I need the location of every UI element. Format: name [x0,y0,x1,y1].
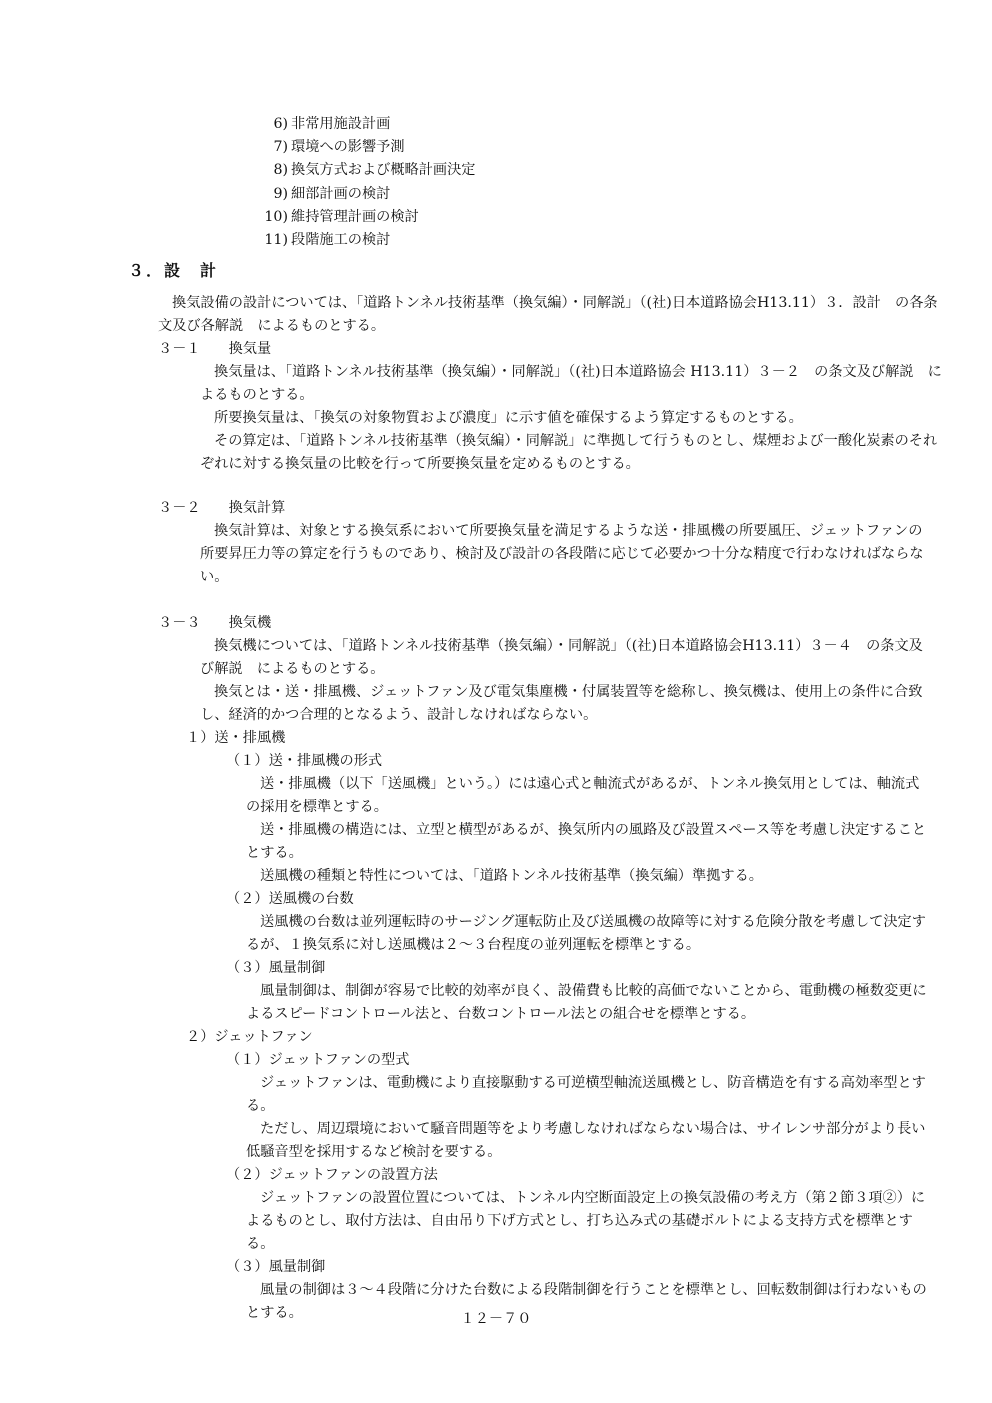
toc-item [262,159,475,182]
section-intro [158,292,944,338]
toc-item-number: 9) [273,185,288,202]
toc-item [262,136,475,159]
item-1-heading: １）送・排風機 [186,730,286,746]
toc-item-text: 非常用施設計画 [291,116,391,132]
paragraph: 送風機の種類と特性については、「道路トンネル技術基準（換気編）準拠する。 [260,868,763,884]
item-2-2-heading: （２）ジェットファンの設置方法 [226,1167,438,1183]
toc-item-text: 環境への影響予測 [291,139,405,156]
toc-item [262,183,475,206]
subsection-3-2-heading [158,497,285,520]
item-2-heading: ２）ジェットファン [186,1029,313,1045]
subsection-title: 換気計算 [228,500,286,516]
paragraph: 風量制御は、制御が容易で比較的効率が良く、設備費も比較的高価でないことから、電動機の極数変更によるスピードコントロール法と、台数コントロール法との組合せを標準とする。 [246,983,927,1022]
paragraph: ただし、周辺環境において騒音問題等をより考慮しなければならない場合は、サイレンサ部分がより長い低騒音型を採用するなど検討を要する。 [246,1121,926,1160]
item-1-2-body [246,911,932,957]
toc-item-text: 段階施工の検討 [291,231,391,248]
subsection-title: 換気量 [228,341,272,357]
paragraph: 送風機の台数は並列運転時のサージング運転防止及び送風機の故障等に対する危険分散を考慮して決定するが、１換気系に対し送風機は２～３台程度の並列運転を標準とする。 [246,914,926,953]
subsection-3-1-heading [158,338,271,361]
toc-item-number: 10) [264,208,288,225]
subsection-number: ３－２ [158,500,201,516]
item-1-1-body [246,773,932,888]
item-2-3-heading: （３）風量制御 [226,1259,326,1275]
toc-item-number: 7) [273,139,288,156]
subsection-number: ３－１ [158,341,201,357]
toc-item-number: 11) [264,231,288,248]
item-1-3-body [246,980,932,1026]
section-heading [128,259,218,282]
paragraph: 換気量は、「道路トンネル技術基準（換気編）・同解説」（(社)日本道路協会 H13.11）３－２ の条文及び解説 によるものとする。 [200,364,942,403]
subsection-3-3-heading [158,612,271,635]
paragraph: 送・排風機（以下「送風機」という。）には遠心式と軸流式があるが、トンネル換気用としては、軸流式の採用を標準とする。 [246,776,920,815]
toc-item-number: 6) [273,116,288,132]
paragraph: 送・排風機の構造には、立型と横型があるが、換気所内の風路及び設置スペース等を考慮し決定することとする。 [246,822,927,861]
subsection-number: ３－３ [158,615,201,631]
section-number: ３． [128,261,165,280]
item-1-3-heading: （３）風量制御 [226,960,326,976]
paragraph: ジェットファンの設置位置については、トンネル内空断面設定上の換気設備の考え方（第２節３項②）によるものとし、取付方法は、自由吊り下げ方式とし、打ち込み式の基礎ボルトによる支持方式を標準とする。 [246,1190,926,1252]
subsection-3-3-body [200,635,928,727]
toc-item-text: 換気方式および概略計画決定 [291,162,476,179]
paragraph: その算定は、「道路トンネル技術基準（換気編）・同解説」に準拠して行うものとし、煤煙および一酸化炭素のそれぞれに対する換気量の比較を行って所要換気量を定めるものとする。 [200,433,938,472]
toc-item-number: 8) [273,162,288,179]
section-title-char: 設 [164,261,183,280]
toc-item [262,206,475,229]
toc-item [262,229,475,252]
section-title-char: 計 [200,261,219,280]
paragraph: 換気計算は、対象とする換気系において所要換気量を満足するような送・排風機の所要風圧、ジェットファンの所要昇圧力等の算定を行うものであり、検討及び設計の各段階に応じて必要かつ十分な精度で行わなければならない。 [200,523,924,585]
paragraph: 所要換気量は、「換気の対象物質および濃度」に示す値を確保するよう算定するものとする。 [214,410,803,426]
item-1-2-heading: （２）送風機の台数 [226,891,354,907]
toc-item-text: 細部計画の検討 [291,185,391,202]
toc-list [262,113,475,252]
paragraph: 風量の制御は３～４段階に分けた台数による段階制御を行うことを標準とし、回転数制御は行わないものとする。 [246,1282,927,1321]
paragraph: ジェットファンは、電動機により直接駆動する可逆横型軸流送風機とし、防音構造を有する高効率型とする。 [246,1075,926,1114]
intro-paragraph: 換気設備の設計については、「道路トンネル技術基準（換気編）・同解説」（(社)日本道路協会H13.11）３．設計 の各条文及び各解説 によるものとする。 [158,295,938,334]
toc-item-text: 維持管理計画の検討 [291,208,419,225]
item-2-1-body [246,1072,932,1164]
item-2-2-body [246,1187,932,1256]
paragraph: 換気とは・送・排風機、ジェットファン及び電気集塵機・付属装置等を総称し、換気機は、使用上の条件に合致し、経済的かつ合理的となるよう、設計しなければならない。 [200,684,923,723]
toc-item [262,113,475,136]
subsection-title: 換気機 [228,615,272,631]
subsection-3-2-body [200,520,928,589]
subsection-3-1-body [200,361,942,476]
paragraph: 換気機については、「道路トンネル技術基準（換気編）・同解説」（(社)日本道路協会H13.11）３－４ の条文及び解説 によるものとする。 [200,638,923,677]
item-2-1-heading: （１）ジェットファンの型式 [226,1052,410,1068]
page-number: １２－７０ [460,1311,532,1327]
item-1-1-heading: （１）送・排風機の形式 [226,753,383,769]
